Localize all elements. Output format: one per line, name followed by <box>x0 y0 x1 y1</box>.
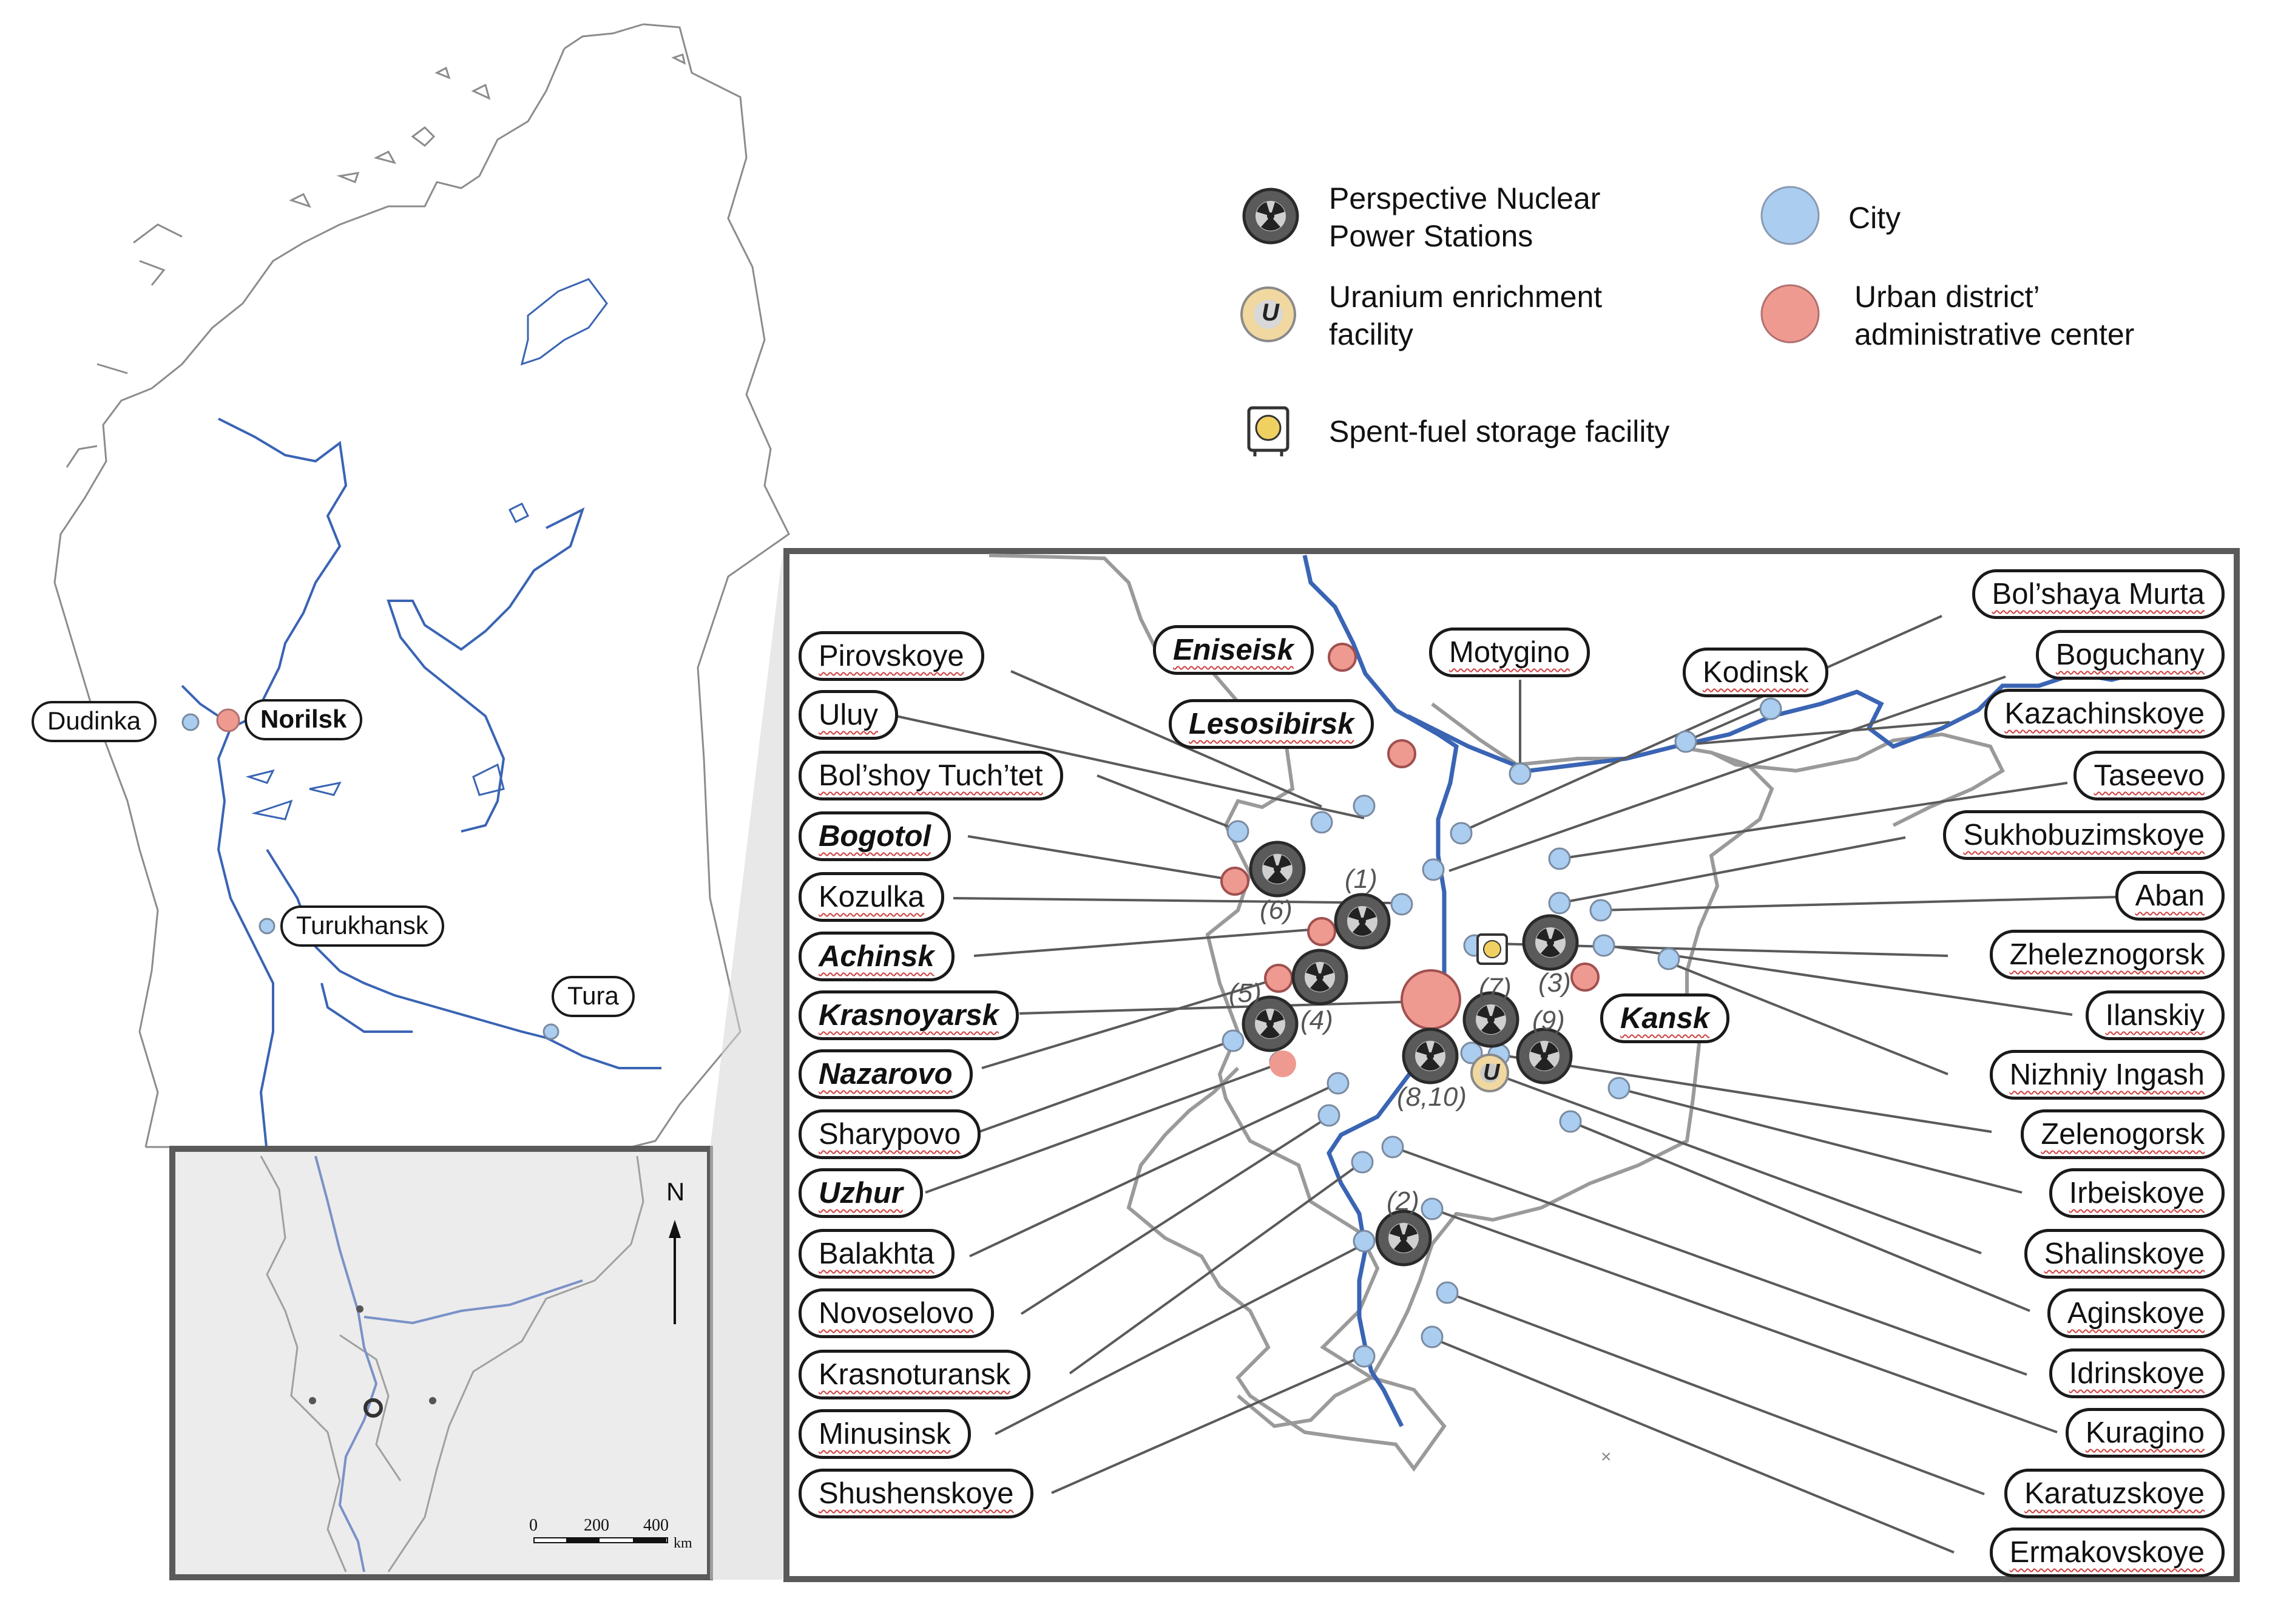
label-bolshoy-tuchtet: Bol’shoy Tuch’tet <box>799 751 1063 800</box>
station-number-7: (7) <box>1479 973 1512 1003</box>
inset-point-b <box>309 1397 316 1404</box>
legend-nuclear-icon <box>1244 189 1297 243</box>
label-uzhur: Uzhur <box>799 1168 923 1218</box>
station-number-8-10: (8,10) <box>1397 1082 1467 1112</box>
label-kazachinskoye: Kazachinskoye <box>1984 689 2225 739</box>
nuclear-station-8-10 <box>1404 1029 1457 1083</box>
legend-admin-icon <box>1762 285 1819 342</box>
label-shushenskoye: Shushenskoye <box>799 1469 1033 1518</box>
krai-outline <box>55 24 789 1153</box>
legend-nuclear-label: Perspective Nuclear Power Stations <box>1329 181 1601 253</box>
label-dudinka: Dudinka <box>32 701 157 742</box>
label-irbeiskoye: Irbeiskoye <box>2049 1168 2225 1218</box>
label-eniseisk: Eniseisk <box>1153 625 1314 675</box>
label-aban: Aban <box>2115 871 2225 921</box>
label-balakhta: Balakhta <box>799 1229 955 1279</box>
tura-dot <box>544 1024 558 1039</box>
nuclear-station-3 <box>1524 916 1577 969</box>
label-lesosibirsk: Lesosibirsk <box>1169 699 1374 749</box>
label-aginskoye: Aginskoye <box>2047 1288 2225 1338</box>
label-zelenogorsk: Zelenogorsk <box>2021 1109 2225 1159</box>
scale-bar <box>534 1538 668 1543</box>
label-bogotol: Bogotol <box>799 811 951 861</box>
station-number-4: (4) <box>1300 1006 1333 1035</box>
north-label: N <box>666 1177 685 1206</box>
label-bolshaya-murta: Bol’shaya Murta <box>1972 569 2225 619</box>
label-kuragino: Kuragino <box>2066 1408 2225 1458</box>
label-uluy: Uluy <box>799 690 898 740</box>
legend-storage-icon <box>1249 408 1288 456</box>
label-norilsk: Norilsk <box>245 699 362 740</box>
detail-marker-x: × <box>1601 1447 1612 1467</box>
label-achinsk: Achinsk <box>799 932 955 981</box>
label-nizhniy-ingash: Nizhniy Ingash <box>1990 1050 2225 1100</box>
spent-fuel-storage <box>1478 935 1507 964</box>
station-number-2: (2) <box>1387 1186 1419 1216</box>
label-turukhansk: Turukhansk <box>280 905 444 947</box>
station-number-6: (6) <box>1260 895 1293 925</box>
turukhansk-dot <box>260 919 274 933</box>
label-motygino: Motygino <box>1429 628 1590 677</box>
scale-tick-0: 0 <box>529 1516 538 1535</box>
label-krasnoyarsk: Krasnoyarsk <box>799 990 1019 1040</box>
scale-tick-200: 200 <box>584 1516 609 1535</box>
station-number-1: (1) <box>1345 864 1377 894</box>
label-ilanskiy: Ilanskiy <box>2086 990 2225 1040</box>
zoom-connector <box>710 551 783 1580</box>
inset-point-c <box>429 1397 436 1404</box>
uranium-letter: U <box>1483 1060 1500 1085</box>
nuclear-station-2 <box>1377 1211 1430 1265</box>
station-number-9: (9) <box>1532 1006 1565 1035</box>
legend-city-icon <box>1762 187 1819 244</box>
label-kansk: Kansk <box>1600 993 1729 1043</box>
label-karatuzskoye: Karatuzskoye <box>2004 1469 2225 1518</box>
location-inset <box>172 1149 710 1577</box>
label-taseevo: Taseevo <box>2074 751 2225 800</box>
dudinka-dot <box>183 714 198 730</box>
nuclear-station-1 <box>1336 895 1389 948</box>
krai-islands <box>291 55 684 206</box>
norilsk-dot <box>217 709 239 731</box>
legend-uranium-letter: U <box>1262 299 1279 326</box>
station-number-3: (3) <box>1538 968 1571 998</box>
label-shalinskoye: Shalinskoye <box>2024 1229 2225 1279</box>
inset-point-a <box>356 1305 363 1313</box>
label-pirovskoye: Pirovskoye <box>799 631 984 681</box>
legend-uranium-label: Uranium enrichment facility <box>1329 280 1603 351</box>
label-sharypovo: Sharypovo <box>799 1109 981 1159</box>
legend-admin-label: Urban district’ administrative center <box>1854 280 2135 351</box>
label-kodinsk: Kodinsk <box>1683 648 1828 697</box>
label-minusinsk: Minusinsk <box>799 1409 971 1459</box>
nuclear-station-9 <box>1518 1029 1571 1083</box>
label-zheleznogorsk: Zheleznogorsk <box>1990 930 2225 979</box>
scale-unit: km <box>674 1535 692 1551</box>
station-number-5: (5) <box>1229 978 1262 1008</box>
label-nazarovo: Nazarovo <box>799 1049 973 1099</box>
label-ermakovskoye: Ermakovskoye <box>1990 1528 2225 1577</box>
legend-storage-label: Spent-fuel storage facility <box>1329 414 1670 448</box>
label-boguchany: Boguchany <box>2036 630 2225 680</box>
label-krasnoturansk: Krasnoturansk <box>799 1350 1030 1399</box>
label-kozulka: Kozulka <box>799 872 944 922</box>
scale-tick-400: 400 <box>643 1516 669 1535</box>
label-sukhobuzimskoye: Sukhobuzimskoye <box>1943 810 2225 860</box>
label-tura: Tura <box>552 976 635 1017</box>
label-idrinskoye: Idrinskoye <box>2049 1348 2225 1398</box>
nuclear-station-5 <box>1293 950 1347 1004</box>
label-novoselovo: Novoselovo <box>799 1288 994 1338</box>
legend-city-label: City <box>1848 201 1901 235</box>
nuclear-station-6 <box>1251 842 1304 896</box>
